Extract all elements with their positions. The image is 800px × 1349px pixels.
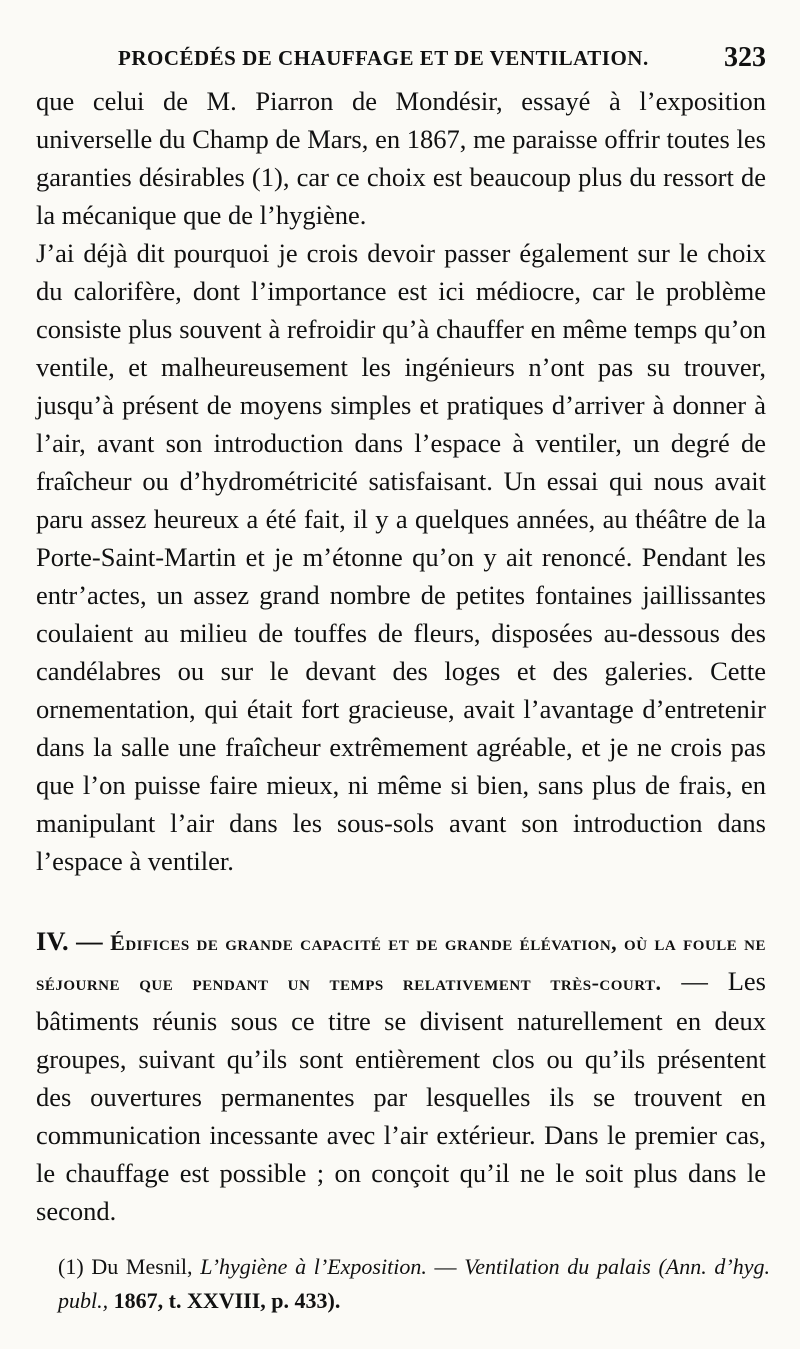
footnote-subject: Ventilation du palais (464, 1254, 651, 1279)
paragraph-2: J’ai déjà dit pourquoi je crois devoir passer également sur le choix du calorifère, dont l’importance est ici médiocre, car le problème consiste plus souvent à refroidir qu’à chauffer en même temps qu’on ventile, et malheureusement les ingénieurs n’ont pas su trouver, jusqu’à présent de moyens simples et pratiques d’arriver à donner à l’air, avant son introduction dans l’espace à ventiler, un degré de fraîcheur ou d’hydrométricité satisfaisant. Un essai qui nous avait paru assez heureux a été fait, il y a quelques années, au théâtre de la Porte-Saint-Martin et je m’étonne qu’on y ait renoncé. Pendant les entr’actes, un assez grand nombre de petites fontaines jaillissantes coulaient au milieu de touffes de fleurs, disposées au-dessous des candélabres ou sur le devant des loges et des galeries. Cette ornementation, qui était fort gracieuse, avait l’avantage d’entretenir dans la salle une fraîcheur extrêmement agréable, et je ne crois pas que l’on puisse faire mieux, ni même si bien, sans plus de frais, en manipulant l’air dans les sous-sols avant son introduction dans l’espace à ventiler. (36, 238, 766, 876)
page-header (118, 42, 766, 78)
section-heading: Édifices de grande capacité et de grande élévation, où la foule ne séjourne que pendant un temps relativement très-court. (36, 930, 766, 995)
running-title: PROCÉDÉS DE CHAUFFAGE ET DE VENTILATION. (118, 46, 649, 70)
footnote-work: L’hygiène à l’Exposition. (200, 1254, 427, 1279)
section-iv (36, 922, 766, 1230)
paragraph-1: que celui de M. Piarron de Mondésir, essayé à l’exposition universelle du Champ de Mars, en 1867, me paraisse offrir toutes les garanties désirables (1), car ce choix est beaucoup plus du ressort de la mécanique que de l’hygiène. (36, 86, 766, 230)
section-number: IV. — (36, 926, 103, 956)
footnote-dash: — (434, 1254, 457, 1279)
footnote-marker: (1) Du Mesnil, (58, 1254, 193, 1279)
footnote-journal: (Ann. d’hyg. publ., (58, 1254, 771, 1313)
page-number: 323 (724, 42, 766, 73)
footnote-citation: 1867, t. XXVIII, p. 433). (113, 1288, 341, 1313)
section-text: — Les bâtiments réunis sous ce titre se divisent naturellement en deux groupes, suivant qu’ils sont entièrement clos ou qu’ils présentent des ouvertures permanentes par lesquelles ils se trouvent en communication incessante avec l’air extérieur. Dans le premier cas, le chauffage est possible ; on conçoit qu’il ne le soit plus dans le second. (36, 966, 766, 1226)
footnote (58, 1250, 770, 1318)
main-text (36, 82, 766, 880)
